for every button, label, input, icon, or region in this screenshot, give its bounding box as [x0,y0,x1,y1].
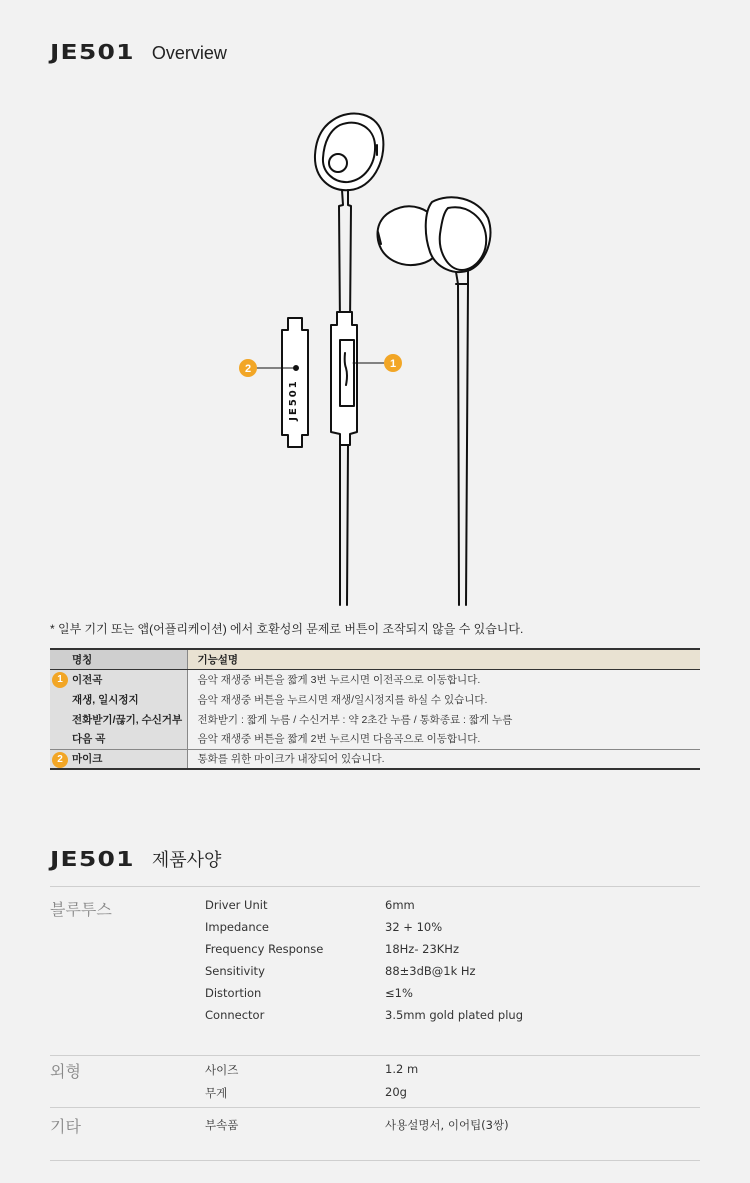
spec-value: 88±3dB@1k Hz [385,964,476,978]
spec-category: 외형 [50,1064,81,1081]
spec-label: Sensitivity [205,964,265,978]
spec-divider [50,1107,700,1108]
row-description: 음악 재생중 버튼을 짧게 3번 누르시면 이전곡으로 이동합니다. [187,669,700,689]
spec-label: Impedance [205,920,270,934]
overview-subtitle: Overview [151,43,227,63]
row-badge: 1 [52,672,68,688]
function-table [50,648,700,770]
left-earbud-image [315,114,383,325]
header-name: 명칭 [50,649,187,669]
callout-number-2: 2 [244,363,252,375]
row-description: 통화를 위한 마이크가 내장되어 있습니다. [187,749,700,769]
spec-label: Connector [205,1008,265,1022]
spec-label: Frequency Response [205,942,324,956]
spec-label: Distortion [205,986,262,1000]
spec-label: 사이즈 [205,1063,239,1077]
spec-value: 사용설명서, 이어팁(3쌍) [385,1118,509,1132]
row-name: 전화받기/끊기, 수신거부 [50,709,187,729]
compatibility-note: * 일부 기기 또는 앱(어플리케이션) 에서 호환성의 문제로 버튼이 조작되지 않을 수 있습니다. [50,622,524,636]
overview-title [50,40,227,64]
row-name: 재생, 일시정지 [50,689,187,709]
table-row [50,709,700,729]
spec-label: 무게 [205,1086,228,1100]
spec-value: ≤1% [385,986,413,1000]
callout-number-1: 1 [389,358,397,370]
row-name: 다음 곡 [50,729,187,749]
table-row [50,669,700,689]
table-header-row [50,649,700,669]
spec-label: 부속품 [205,1118,239,1132]
control-unit-image [331,312,357,605]
spec-value: 3.5mm gold plated plug [385,1008,523,1022]
spec-divider [50,1055,700,1056]
row-description: 음악 재생중 버튼을 누르시면 재생/일시정지를 하실 수 있습니다. [187,689,700,709]
specs-title [50,846,221,872]
spec-value: 20g [385,1085,407,1099]
specs-subtitle: 제품사양 [151,850,222,870]
spec-divider [50,886,700,887]
spec-divider [50,1160,700,1161]
spec-value: 18Hz- 23KHz [385,942,459,956]
specs-brand: JE501 [50,847,135,871]
spec-label: Driver Unit [205,898,268,912]
right-earbud-image [378,197,491,605]
row-badge: 2 [52,752,68,768]
table-row [50,689,700,709]
spec-category: 블루투스 [50,902,112,919]
earphone-illustration [0,100,750,610]
header-description: 기능설명 [187,649,700,669]
table-row [50,729,700,749]
spec-category: 기타 [50,1119,81,1136]
row-name: 마이크 [72,753,103,766]
spec-value: 32 + 10% [385,920,443,934]
row-description: 전화받기 : 짧게 누름 / 수신거부 : 약 2초간 누름 / 통화종료 : 짧게 누름 [187,709,700,729]
spec-value: 6mm [385,898,415,912]
overview-brand: JE501 [50,40,135,64]
mic-label: JE501 [288,379,299,421]
row-name: 이전곡 [72,673,103,686]
spec-value: 1.2 m [385,1062,419,1076]
table-row [50,749,700,769]
row-description: 음악 재생중 버튼을 짧게 2번 누르시면 다음곡으로 이동합니다. [187,729,700,749]
